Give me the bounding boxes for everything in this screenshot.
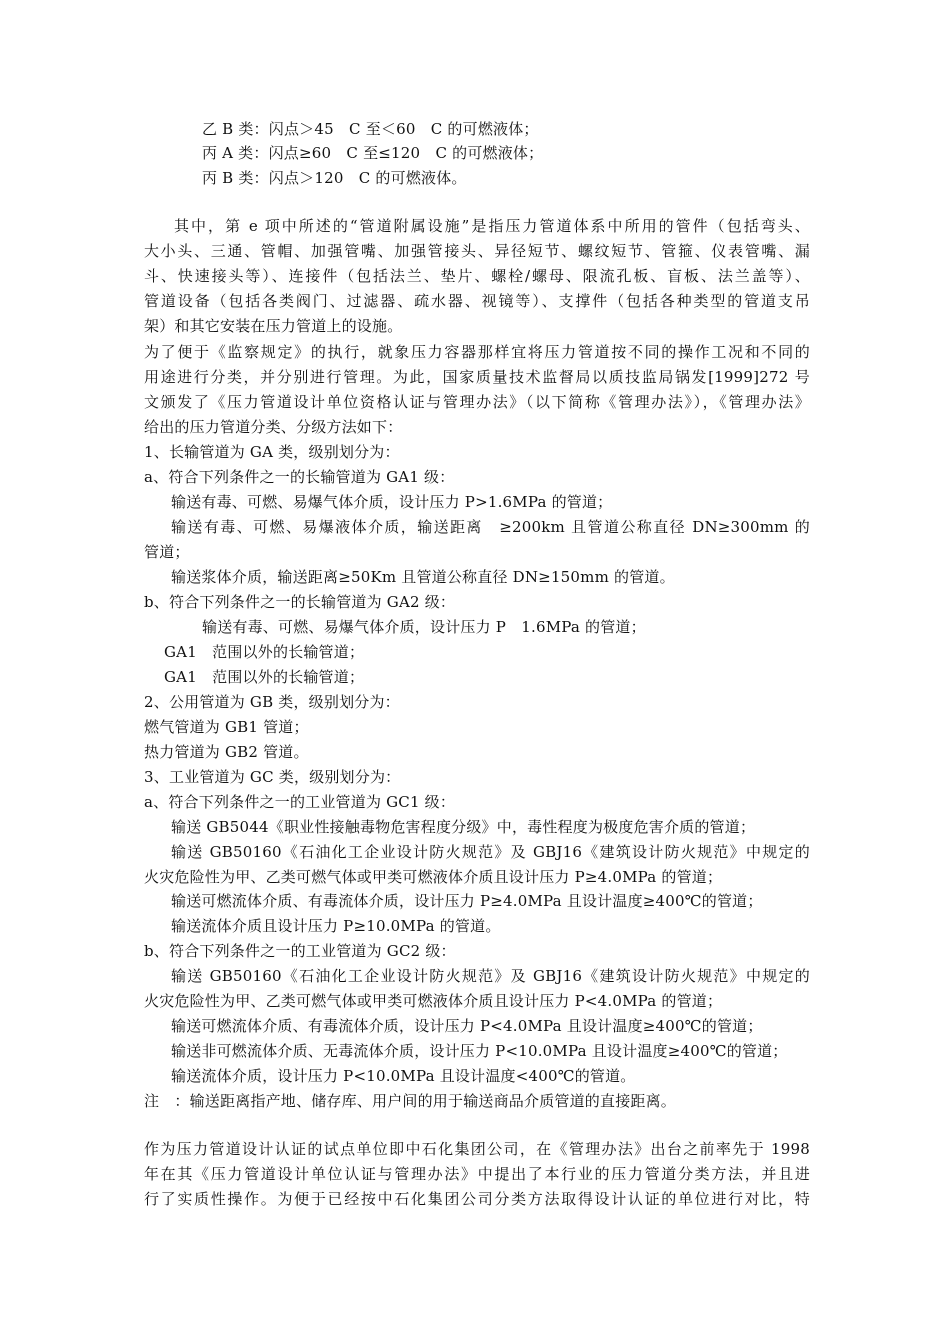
text-line: GA1 范围以外的长输管道； [164,668,365,686]
text-line: a、符合下列条件之一的工业管道为 GC1 级： [144,793,456,811]
text-line: 文颁发了《压力管道设计单位资格认证与管理办法》（以下简称《管理办法》），《管理办法》 [144,393,810,411]
text-line: 输送浆体介质，输送距离≥50Km 且管道公称直径 DN≥150mm 的管道。 [171,568,675,586]
text-line: 3、工业管道为 GC 类，级别划分为： [144,768,401,786]
text-line: 输送有毒、可燃、易爆气体介质，设计压力 P 1.6MPa 的管道； [202,618,646,636]
text-line: 丙 B 类：闪点＞120 C 的可燃液体。 [202,169,467,187]
text-line: 用途进行分类，并分别进行管理。为此，国家质量技术监督局以质技监局锅发[1999]272 号 [144,368,810,386]
text-line: 行了实质性操作。为便于已经按中石化集团公司分类方法取得设计认证的单位进行对比，特 [144,1190,810,1208]
text-line: a、符合下列条件之一的长输管道为 GA1 级： [144,468,455,486]
text-line: 输送可燃流体介质、有毒流体介质，设计压力 P≥4.0MPa 且设计温度≥400℃的管道； [171,892,763,910]
text-line: 年在其《压力管道设计单位认证与管理办法》中提出了本行业的压力管道分类方法，并且进 [144,1165,810,1183]
text-line: 火灾危险性为甲、乙类可燃气体或甲类可燃液体介质且设计压力 P≥4.0MPa 的管道； [144,868,723,886]
text-line: 火灾危险性为甲、乙类可燃气体或甲类可燃液体介质且设计压力 P<4.0MPa 的管道； [144,992,723,1010]
text-line: 给出的压力管道分类、分级方法如下： [144,418,403,436]
text-line: 1、长输管道为 GA 类，级别划分为： [144,443,400,461]
text-line: 作为压力管道设计认证的试点单位即中石化集团公司，在《管理办法》出台之前率先于 1998 [144,1140,810,1158]
text-line: 输送流体介质，设计压力 P<10.0MPa 且设计温度<400℃的管道。 [171,1067,636,1085]
text-line: 输送可燃流体介质、有毒流体介质，设计压力 P<4.0MPa 且设计温度≥400℃的管道； [171,1017,763,1035]
text-line: 大小头、三通、管帽、加强管嘴、加强管接头、异径短节、螺纹短节、管箍、仪表管嘴、漏 [144,242,810,260]
text-line: 输送有毒、可燃、易爆液体介质，输送距离 ≥200km 且管道公称直径 DN≥300mm 的 [171,518,810,536]
text-line: 输送 GB5044《职业性接触毒物危害程度分级》中，毒性程度为极度危害介质的管道； [171,818,756,836]
text-line: 输送 GB50160《石油化工企业设计防火规范》及 GBJ16《建筑设计防火规范》中规定的 [171,967,810,985]
text-line: 乙 B 类：闪点＞45 C 至＜60 C 的可燃液体； [202,120,539,138]
text-line: 注 ：输送距离指产地、储存库、用户间的用于输送商品介质管道的直接距离。 [144,1092,677,1110]
text-line: 热力管道为 GB2 管道。 [144,743,309,761]
text-line: 输送流体介质且设计压力 P≥10.0MPa 的管道。 [171,917,501,935]
text-line: 输送 GB50160《石油化工企业设计防火规范》及 GBJ16《建筑设计防火规范》中规定的 [171,843,810,861]
text-line: 为了便于《监察规定》的执行，就象压力容器那样宜将压力管道按不同的操作工况和不同的 [144,343,810,361]
text-line: 管道； [144,543,190,561]
text-line: 架）和其它安装在压力管道上的设施。 [144,317,403,335]
text-line: 丙 A 类：闪点≥60 C 至≤120 C 的可燃液体； [202,144,544,162]
text-line: 燃气管道为 GB1 管道； [144,718,309,736]
text-line: 输送有毒、可燃、易爆气体介质，设计压力 P>1.6MPa 的管道； [171,493,613,511]
text-line: 其中，第 e 项中所述的“管道附属设施”是指压力管道体系中所用的管件（包括弯头、 [174,217,810,235]
text-line: GA1 范围以外的长输管道； [164,643,365,661]
text-line: 管道设备（包括各类阀门、过滤器、疏水器、视镜等）、支撑件（包括各种类型的管道支吊 [144,292,810,310]
text-line: b、符合下列条件之一的长输管道为 GA2 级： [144,593,456,611]
text-line: b、符合下列条件之一的工业管道为 GC2 级： [144,942,456,960]
text-line: 输送非可燃流体介质、无毒流体介质，设计压力 P<10.0MPa 且设计温度≥400℃的管道； [171,1042,788,1060]
text-line: 2、公用管道为 GB 类，级别划分为： [144,693,400,711]
text-line: 斗、快速接头等）、连接件（包括法兰、垫片、螺栓/螺母、限流孔板、盲板、法兰盖等）、 [144,267,810,285]
